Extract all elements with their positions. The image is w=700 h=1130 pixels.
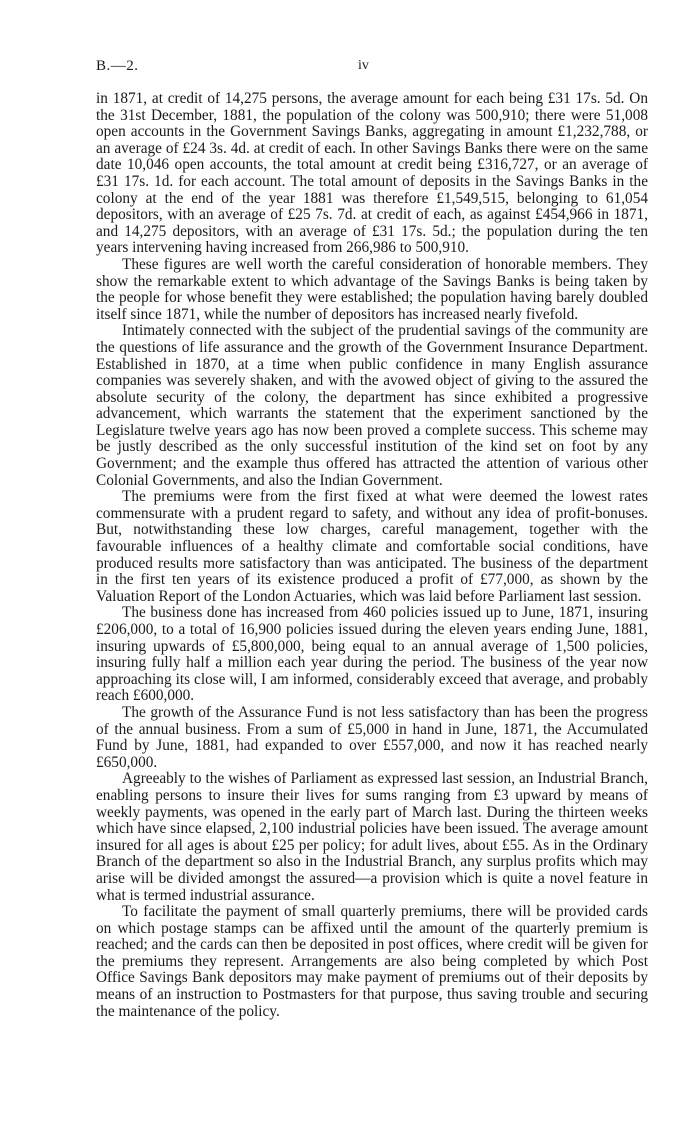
paragraph-6: The growth of the Assurance Fund is not less satisfactory than has been the progress of the annual business. From a sum of £5,000 in hand in June, 1871, the Accumulated Fund by June, 1881, had expanded to over £557,000, and now it has reached nearly £650,000. — [96, 703, 648, 771]
paragraph-8: To facilitate the payment of small quarterly premiums, there will be provided cards on which postage stamps can be affixed until the amount of the quarterly premium is reached; and the cards can then be deposited in post offices, where credit will be given for the premiums they represent. Arrangements are also being completed by which Post Office Savings Bank depositors may make payment of premiums out of their deposits by means of an instruction to Postmasters for that purpose, thus saving trouble and securing the maintenance of the policy. — [96, 903, 648, 1020]
paragraph-7: Agreeably to the wishes of Parliament as expressed last session, an Industrial Branch, enabling persons to insure their lives for sums ranging from £3 upward by means of weekly payments, was opened in the early part of March last. During the thirteen weeks which have since elapsed, 2,100 industrial policies have been issued. The average amount insured for all ages is about £25 per policy; for adult lives, about £55. As in the Ordinary Branch of the department so also in the Industrial Branch, any surplus profits which may arise will be divided amongst the assured—a provision which is quite a novel feature in what is termed industrial assurance. — [96, 770, 648, 904]
document-reference: B.—2. — [96, 58, 139, 74]
paragraph-3: Intimately connected with the subject of the prudential savings of the community are the questions of life assurance and the growth of the Government Insurance Department. Established in 1870, at a time when public confidence in many English assurance companies was severely shaken, and with the avowed object of giving to the assured the absolute security of the colony, the department has since exhibited a progressive advancement, which warrants the statement that the experiment sanctioned by the Legislature twelve years ago has now been proved a complete success. This scheme may be justly described as the only successful institution of the kind set on foot by any Government; and the example thus offered has attracted the attention of various other Colonial Governments, and also the Indian Government. — [96, 322, 648, 489]
paragraph-2: These figures are well worth the careful consideration of honorable members. They show the remarkable extent to which advantage of the Savings Banks is being taken by the people for whose benefit they were established; the population having barely doubled itself since 1871, while the number of depositors has increased nearly fivefold. — [96, 255, 648, 323]
page-header — [96, 58, 644, 82]
page-number: iv — [358, 58, 369, 73]
paragraph-4: The premiums were from the first fixed at what were deemed the lowest rates commensurate with a prudent regard to safety, and without any idea of profit-bonuses. But, notwithstanding these low charges, careful management, together with the favourable influences of a healthy climate and comfortable social conditions, have produced results more satisfactory than was anticipated. The business of the department in the first ten years of its existence produced a profit of £77,000, as shown by the Valuation Report of the London Actuaries, which was laid before Parliament last session. — [96, 488, 648, 605]
paragraph-1: in 1871, at credit of 14,275 persons, the average amount for each being £31 17s. 5d. On the 31st December, 1881, the population of the colony was 500,910; there were 51,008 open accounts in the Government Savings Banks, aggregating in amount £1,232,788, or an average of £24 3s. 4d. at credit of each. In other Savings Banks there were on the same date 10,046 open accounts, the total amount at credit being £316,727, or an average of £31 17s. 1d. for each account. The total amount of deposits in the Savings Banks in the colony at the end of the year 1881 was therefore £1,549,515, belonging to 61,054 depositors, with an average of £25 7s. 7d. at credit of each, as against £454,966 in 1871, and 14,275 depositors, with an average of £31 17s. 5d.; the population during the ten years intervening having increased from 266,986 to 500,910. — [96, 90, 648, 257]
body-text — [96, 91, 648, 1020]
paragraph-5: The business done has increased from 460 policies issued up to June, 1871, insuring £206,000, to a total of 16,900 policies issued during the eleven years ending June, 1881, insuring upwards of £5,800,000, being equal to an annual average of 1,500 policies, insuring fully half a million each year during the period. The business of the year now approaching its close will, I am informed, considerably exceed that average, and probably reach £600,000. — [96, 604, 648, 705]
